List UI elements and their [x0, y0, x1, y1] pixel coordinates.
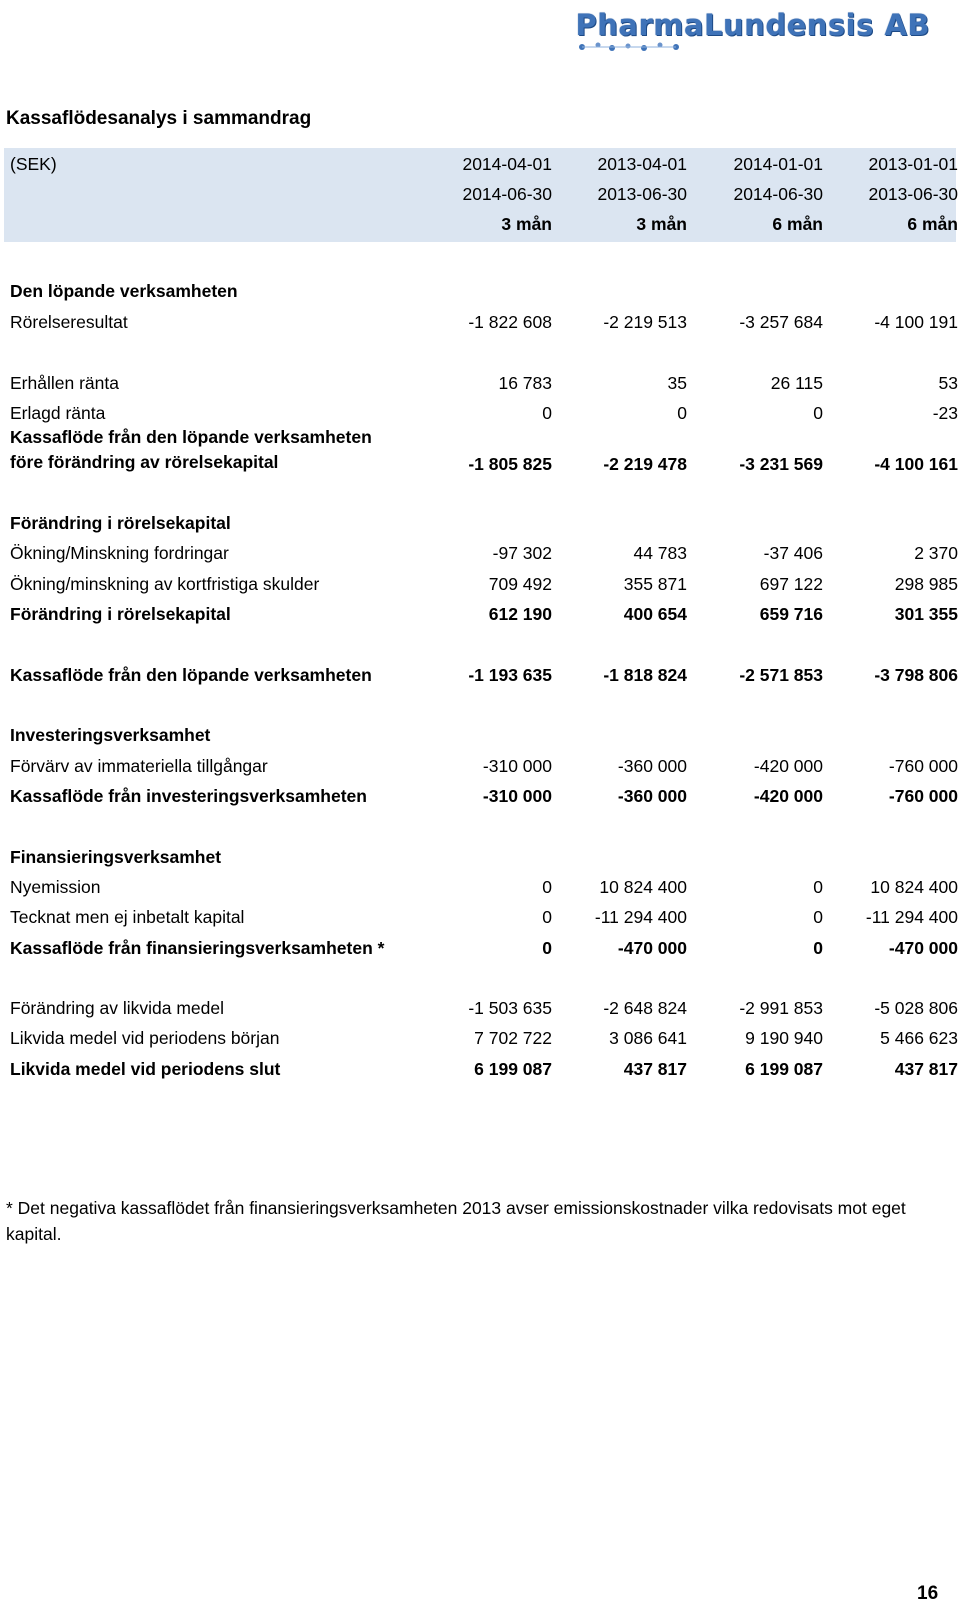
table-row-cashflow-before-wc	[10, 425, 958, 477]
cell: 0	[542, 938, 552, 958]
cell: 7 702 722	[474, 1028, 552, 1048]
cell: 2 370	[914, 543, 958, 563]
cell: 659 716	[759, 604, 823, 624]
row-label: Förändring av likvida medel	[10, 998, 224, 1018]
cell: 0	[813, 938, 823, 958]
row-label	[10, 425, 372, 475]
cell: 3 086 641	[609, 1028, 687, 1048]
cell: -1 818 824	[603, 665, 687, 685]
row-label: Förändring i rörelsekapital	[10, 513, 231, 533]
row-label: Tecknat men ej inbetalt kapital	[10, 907, 245, 927]
row-label: Förvärv av immateriella tillgångar	[10, 756, 268, 776]
cell: 400 654	[623, 604, 687, 624]
table-row-new-issue	[10, 874, 958, 900]
cell: 35	[667, 373, 687, 393]
cell: -310 000	[482, 756, 552, 776]
table-row-receivables	[10, 540, 958, 566]
table-row-subscribed-unpaid	[10, 904, 958, 930]
header-col4-start: 2013-01-01	[868, 154, 958, 174]
cell: -4 100 191	[874, 312, 958, 332]
table-row-closing-cash	[10, 1056, 958, 1082]
table-row-change-in-cash	[10, 995, 958, 1021]
header-col4-end: 2013-06-30	[868, 184, 958, 204]
header-col1-period: 3 mån	[501, 214, 552, 234]
header-col3-start: 2014-01-01	[733, 154, 823, 174]
header-col2-start: 2013-04-01	[597, 154, 687, 174]
cell: 0	[813, 403, 823, 423]
cell: 6 199 087	[745, 1059, 823, 1079]
cell: 437 817	[623, 1059, 687, 1079]
cell: -97 302	[492, 543, 552, 563]
cell: -470 000	[888, 938, 958, 958]
row-label: Kassaflöde från finansieringsverksamheten *	[10, 938, 385, 958]
cell: -2 219 478	[603, 454, 687, 474]
cell: 0	[677, 403, 687, 423]
cell: 44 783	[633, 543, 687, 563]
cell: 0	[813, 907, 823, 927]
cell: -2 648 824	[603, 998, 687, 1018]
cell: 355 871	[623, 574, 687, 594]
cell: -360 000	[617, 786, 687, 806]
currency-label: (SEK)	[10, 154, 57, 174]
cell: -420 000	[753, 786, 823, 806]
table-row-operating-result	[10, 309, 958, 335]
cell: 0	[542, 403, 552, 423]
cell: -5 028 806	[874, 998, 958, 1018]
table-row-opening-cash	[10, 1025, 958, 1051]
header-col3-period: 6 mån	[772, 214, 823, 234]
row-label: Finansieringsverksamhet	[10, 847, 222, 867]
table-row-intangible-acquisitions	[10, 753, 958, 779]
cell: -2 991 853	[739, 998, 823, 1018]
header-col1-start: 2014-04-01	[462, 154, 552, 174]
page-number: 16	[917, 1583, 939, 1604]
cell: 10 824 400	[870, 877, 958, 897]
row-label-line1: Kassaflöde från den löpande verksamheten	[10, 427, 372, 447]
row-label: Investeringsverksamhet	[10, 725, 211, 745]
footnote: * Det negativa kassaflödet från finansieringsverksamheten 2013 avser emissionskostnader vilka redovisats mot eget kapital.	[6, 1198, 906, 1244]
table-row-financing-cashflow	[10, 935, 958, 961]
document-title: Kassaflödesanalys i sammandrag	[6, 108, 312, 129]
header-row-periods	[10, 211, 958, 237]
row-label: Nyemission	[10, 877, 101, 897]
row-label: Ökning/minskning av kortfristiga skulder	[10, 574, 320, 594]
row-label: Likvida medel vid periodens slut	[10, 1059, 281, 1079]
cell: 26 115	[770, 373, 823, 393]
header-col4-period: 6 mån	[907, 214, 958, 234]
cell: -470 000	[617, 938, 687, 958]
header-col2-period: 3 mån	[636, 214, 687, 234]
row-label: Kassaflöde från den löpande verksamheten	[10, 665, 372, 685]
cell: -3 257 684	[739, 312, 823, 332]
cell: -37 406	[763, 543, 823, 563]
row-label: Förändring i rörelsekapital	[10, 604, 231, 624]
table-row-interest-received	[10, 370, 958, 396]
cell: -4 100 161	[874, 454, 958, 474]
section-heading-financing	[10, 844, 948, 870]
cell: -1 193 635	[468, 665, 552, 685]
row-label: Kassaflöde från investeringsverksamheten	[10, 786, 367, 806]
cell: 10 824 400	[599, 877, 687, 897]
section-heading-investing	[10, 722, 948, 748]
cell: 9 190 940	[745, 1028, 823, 1048]
logo-molecule-graphic	[572, 40, 692, 54]
cell: -11 294 400	[594, 907, 687, 927]
row-label-line2: före förändring av rörelsekapital	[10, 452, 279, 472]
row-label: Likvida medel vid periodens början	[10, 1028, 280, 1048]
row-label: Erhållen ränta	[10, 373, 119, 393]
table-row-working-capital-total	[10, 601, 958, 627]
cell: 709 492	[488, 574, 552, 594]
table-row-interest-paid	[10, 400, 958, 426]
header-row-end-dates	[10, 181, 958, 207]
row-label: Rörelseresultat	[10, 312, 128, 332]
cell: 298 985	[894, 574, 958, 594]
cell: 6 199 087	[474, 1059, 552, 1079]
cell: -760 000	[888, 786, 958, 806]
cell: -23	[932, 403, 958, 423]
row-label: Den löpande verksamheten	[10, 281, 238, 301]
cell: 53	[938, 373, 958, 393]
cell: -1 805 825	[468, 454, 552, 474]
row-label: Ökning/Minskning fordringar	[10, 543, 229, 563]
header-row-start-dates	[10, 151, 958, 177]
cell: -11 294 400	[865, 907, 958, 927]
table-row-short-term-liabilities	[10, 571, 958, 597]
cell: -760 000	[888, 756, 958, 776]
row-label: Erlagd ränta	[10, 403, 106, 423]
cell: 697 122	[759, 574, 823, 594]
header-col2-end: 2013-06-30	[597, 184, 687, 204]
cell: -360 000	[617, 756, 687, 776]
cell: 0	[813, 877, 823, 897]
cell: 16 783	[498, 373, 552, 393]
cell: 612 190	[488, 604, 552, 624]
cell: -420 000	[753, 756, 823, 776]
cell: -2 571 853	[739, 665, 823, 685]
section-heading-operating	[10, 278, 948, 304]
section-heading-working-capital	[10, 510, 948, 536]
header-col3-end: 2014-06-30	[733, 184, 823, 204]
cell: -2 219 513	[603, 312, 687, 332]
cell: -3 231 569	[739, 454, 823, 474]
header-col1-end: 2014-06-30	[462, 184, 552, 204]
cell: 5 466 623	[880, 1028, 958, 1048]
cell: 0	[542, 907, 552, 927]
table-row-investing-cashflow	[10, 783, 958, 809]
cell: -1 503 635	[468, 998, 552, 1018]
cell: -310 000	[482, 786, 552, 806]
cell: -1 822 608	[468, 312, 552, 332]
table-row-operating-cashflow	[10, 662, 958, 688]
cell: 0	[542, 877, 552, 897]
company-logo: PharmaLundensis AB	[575, 8, 930, 42]
cell: -3 798 806	[874, 665, 958, 685]
cell: 437 817	[894, 1059, 958, 1079]
cell: 301 355	[894, 604, 958, 624]
